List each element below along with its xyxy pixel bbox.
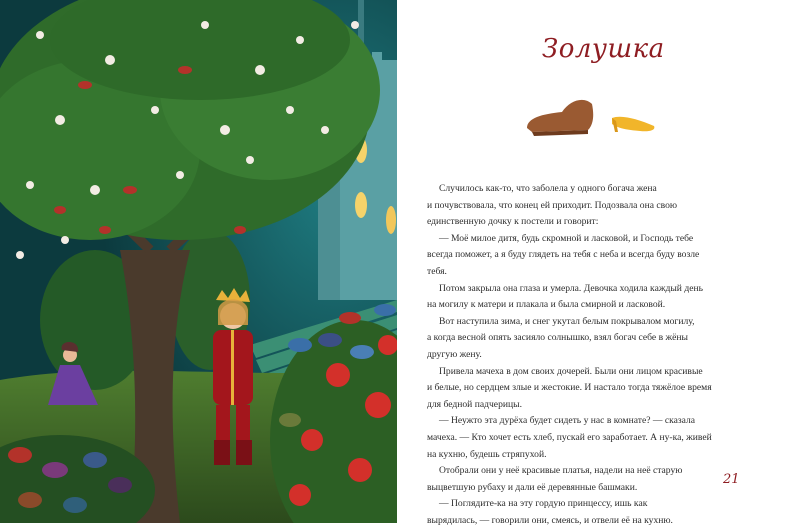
text-page: [397, 0, 800, 526]
text-line: выцветшую рубаху и дали её деревянные башмаки.: [427, 481, 638, 493]
text-line: Отобрали они у неё красивые платья, надели на неё старую: [439, 465, 683, 477]
text-line: Привела мачеха в дом своих дочерей. Были они лицом красивые: [439, 365, 703, 377]
text-line: всегда поможет, а я буду глядеть на тебя с неба и всегда буду возле: [427, 249, 700, 261]
paragraph: [427, 413, 759, 463]
paragraph: [427, 364, 759, 414]
page-number: 21: [723, 472, 740, 487]
illustration-scene: [0, 0, 397, 523]
text-line: другую жену.: [427, 348, 482, 360]
text-line: единственную дочку к постели и говорит:: [427, 216, 599, 228]
golden-slipper-icon: [612, 117, 654, 132]
text-line: Вот наступила зима, и снег укутал белым покрывалом могилу,: [439, 315, 695, 327]
paragraph: [427, 463, 759, 496]
text-line: — Неужто эта дурёха будет сидеть у нас в комнате? — сказала: [439, 415, 696, 427]
wooden-clog-icon: [527, 100, 593, 136]
paragraph: [427, 314, 759, 364]
cinderella-illustration: [0, 0, 397, 523]
paragraph: [427, 231, 759, 281]
paragraph: [427, 181, 759, 231]
text-line: вырядилась, — говорили они, смеясь, и отвели её на кухню.: [427, 514, 673, 526]
text-line: и почувствовала, что конец ей приходит. Подозвала она свою: [427, 199, 678, 211]
text-line: — Моё милое дитя, будь скромной и ласковой, и Господь тебе: [439, 232, 694, 244]
text-line: — Поглядите-ка на эту гордую принцессу, ишь как: [439, 498, 648, 510]
shoes-decoration: [522, 90, 662, 140]
story-text: [427, 181, 759, 529]
text-line: мачеха. — Кто хочет есть хлеб, пускай его заработает. А ну-ка, живей: [427, 431, 712, 443]
paragraph: [427, 281, 759, 314]
text-line: тебя.: [427, 265, 447, 277]
paragraph: [427, 496, 759, 529]
text-line: для бедной падчерицы.: [427, 398, 522, 410]
text-line: на могилу к матери и плакала и была смирной и ласковой.: [427, 299, 666, 311]
text-line: и белые, но сердцем злые и жестокие. И настало тогда тяжёлое время: [427, 382, 712, 394]
text-line: Случилось как-то, что заболела у одного богача жена: [439, 183, 657, 194]
text-line: на кухню, будешь стряпухой.: [427, 448, 547, 460]
story-title: Золушка: [542, 34, 665, 64]
text-line: а когда весной опять засияло солнышко, взял богач себе в жёны: [427, 332, 688, 344]
text-line: Потом закрыла она глаза и умерла. Девочка ходила каждый день: [439, 282, 703, 294]
